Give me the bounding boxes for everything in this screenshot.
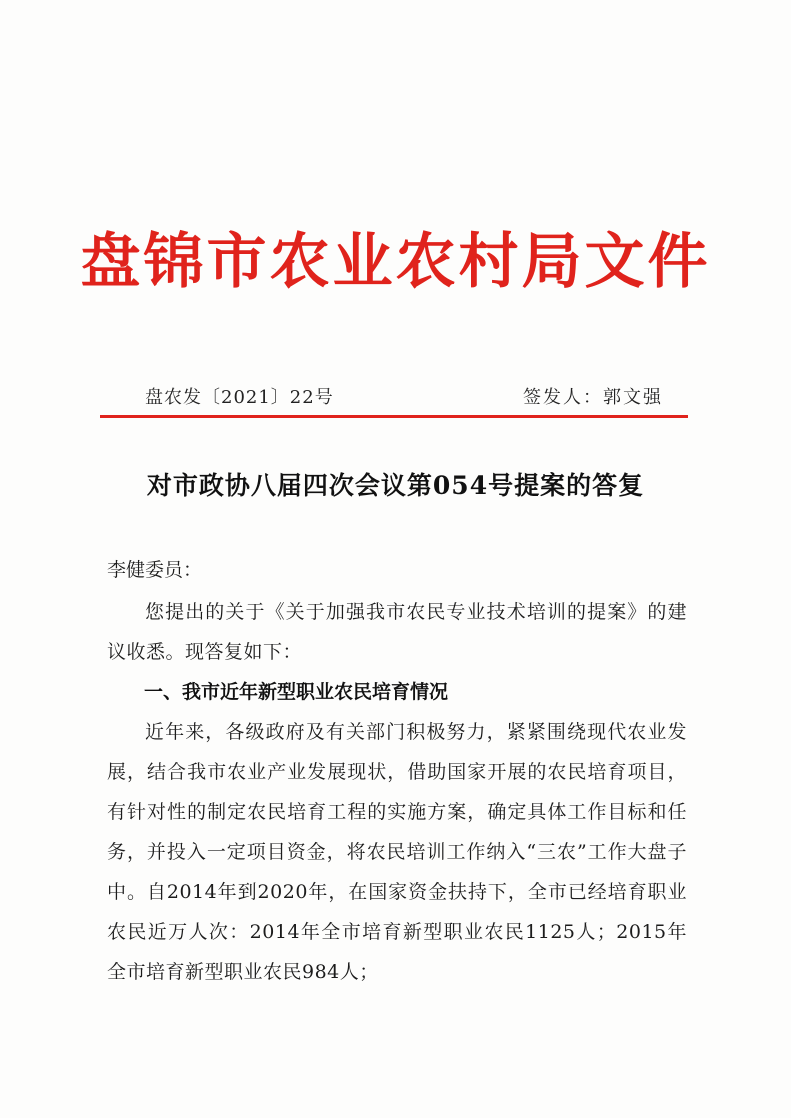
red-divider-line (100, 415, 688, 418)
signer-line: 签发人：郭文强 (523, 387, 663, 408)
body-paragraph: 近年来，各级政府及有关部门积极努力，紧紧围绕现代农业发展，结合我市农业产业发展现状，借助国家开展的农民培育项目，有针对性的制定农民培育工程的实施方案，确定具体工作目标和任务，并投入一定项目资金，将农民培训工作纳入“三农”工作大盘子中。自2014年到2020年，在国家资金扶持下，全市已经培育职业农民近万人次：2014年全市培育新型职业农民1125人；2015年全市培育新型职业农民984人； (107, 721, 687, 983)
section-heading: 一、我市近年新型职业农民培育情况 (144, 681, 449, 703)
document-number: 盘农发〔2021〕22号 (145, 387, 334, 408)
document-title: 对市政协八届四次会议第054号提案的答复 (146, 471, 645, 500)
issuing-authority-header: 盘锦市农业农村局文件 (80, 227, 711, 297)
salutation: 李健委员： (107, 559, 203, 581)
body-paragraph: 您提出的关于《关于加强我市农民专业技术培训的提案》的建议收悉。现答复如下： (107, 601, 687, 663)
